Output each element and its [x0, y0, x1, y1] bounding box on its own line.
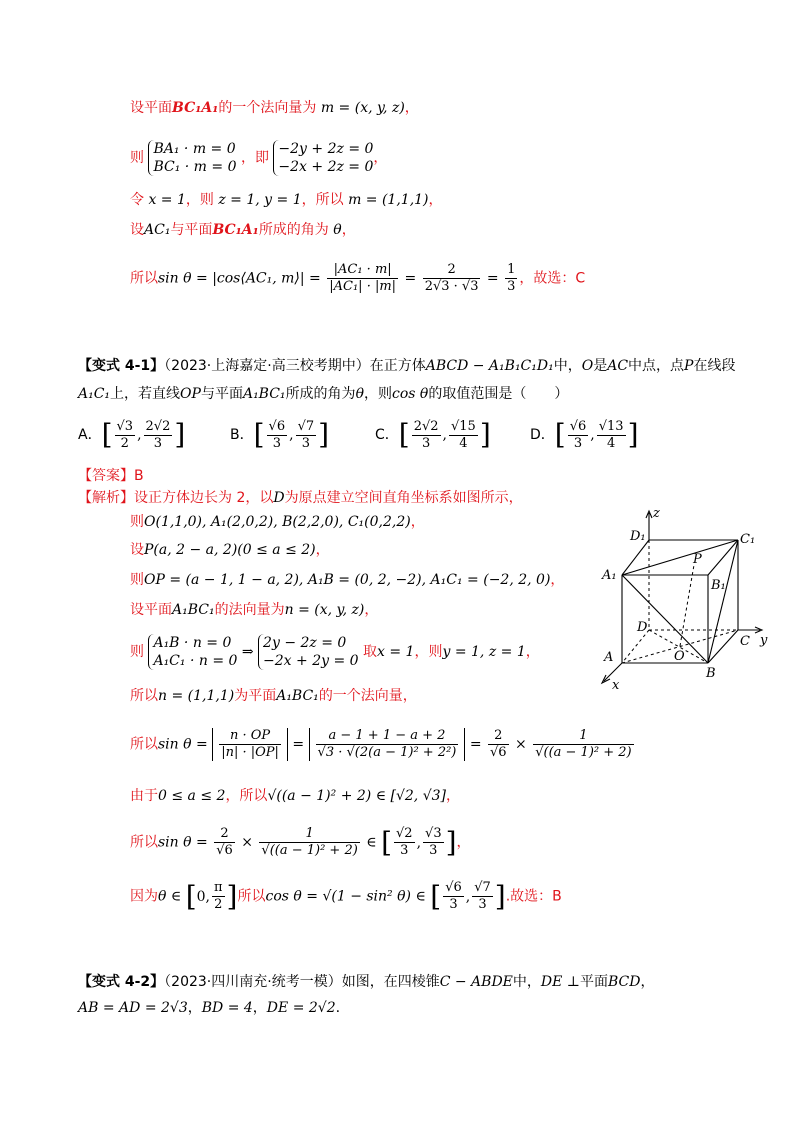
segment-a1b	[622, 575, 708, 663]
segment-a1c1	[622, 540, 738, 575]
analysis-line9: 由于0 ≤ a ≤ 2，所以√((a − 1)² + 2) ∈ [√2, √3]，	[130, 788, 460, 804]
s1-line2: 则 BA₁ · m = 0 BC₁ · m = 0 ，即 −2y + 2z = 0 −2x + 2z = 0 ，	[130, 141, 388, 175]
label-a: A	[604, 650, 614, 665]
label-a1: A₁	[602, 568, 617, 583]
label-b: B	[706, 666, 716, 681]
s1-line1: 设平面BC₁A₁的一个法向量为 m = (x, y, z)，	[130, 100, 419, 116]
label-p: P	[693, 552, 702, 567]
answer-line: 【答案】B	[78, 468, 144, 484]
v42-question-line2: AB = AD = 2√3，BD = 4，DE = 2√2.	[78, 1000, 341, 1016]
analysis-line5: 设平面A₁BC₁的法向量为n = (x, y, z)，	[130, 602, 379, 618]
edge-a1d1	[622, 540, 649, 575]
label-c1: C₁	[740, 532, 756, 547]
fraction: $\frac{2}{2√3 \cdot √3}$	[424, 262, 479, 294]
analysis-line1: 【解析】设正方体边长为 2，以D为原点建立空间直角坐标系如图所示，	[78, 490, 523, 506]
equation-system: BA₁ · m = 0 BC₁ · m = 0	[148, 140, 236, 176]
label-b1: B₁	[711, 578, 726, 593]
option-a[interactable]: A．[ $\frac{√3}{2}$ , $\frac{2√2}{3}$ ]	[78, 418, 186, 451]
s1-line5: 所以sin θ = |cos⟨AC₁, m⟩| = $\frac{\text{|AC₁ · m|}}{\text{|AC₁| · |m|}}$ = $\frac{2}{2√3 \cdot √3}$ = $\frac{1}{3}$ ，故选：C	[130, 262, 586, 294]
label-c: C	[740, 634, 750, 649]
fraction: $\frac{1}{3}$	[507, 262, 516, 294]
analysis-line3: 设P(a, 2 − a, 2)(0 ≤ a ≤ 2)，	[130, 542, 330, 558]
cube-figure	[590, 505, 780, 690]
analysis-line11: 因为θ ∈ [0, $\frac{\pi}{2}$ ]所以cos θ = √(1 − sin² θ) ∈ [ $\frac{√6}{3}$ , $\frac{√7}{3}$ ].故选：B	[130, 879, 562, 913]
fraction: $\frac{\text{|AC₁ · m|}}{\text{|AC₁| · |m|}}$	[329, 262, 397, 294]
s1-line4: 设AC₁与平面BC₁A₁所成的角为 θ，	[130, 222, 356, 238]
label-y: y	[760, 633, 768, 648]
label-x: x	[612, 678, 620, 690]
equation-system: A₁B · n = 0 A₁C₁ · n = 0	[148, 634, 237, 670]
label-d1: D₁	[630, 529, 646, 544]
analysis-line4: 则OP = (a − 1, 1 − a, 2), A₁B = (0, 2, −2), A₁C₁ = (−2, 2, 0)，	[130, 572, 565, 588]
equation-system: 2y − 2z = 0 −2x + 2y = 0	[258, 634, 359, 670]
option-d[interactable]: D．[ $\frac{√6}{3}$ , $\frac{√13}{4}$ ]	[530, 418, 639, 451]
analysis-line10: 所以sin θ = $\frac{2}{√6}$ × $\frac{1}{\text{√((a − 1)² + 2)}}$ ∈ [ $\frac{√2}{3}$ , $\frac{√3}{3}$ ]，	[130, 825, 471, 859]
segment-c1b	[708, 540, 738, 663]
v41-question-line1: 【变式 4-1】（2023·上海嘉定·高三校考期中）在正方体ABCD − A₁B₁C₁D₁中，O是AC中点，点P在线段	[78, 358, 736, 374]
equation-system: −2y + 2z = 0 −2x + 2z = 0	[273, 140, 373, 176]
label-d: D	[637, 620, 648, 635]
label-z: z	[653, 506, 660, 521]
analysis-line7: 所以n = (1,1,1)为平面A₁BC₁的一个法向量，	[130, 688, 417, 704]
segment-op-hidden	[680, 565, 694, 646]
analysis-line2: 则O(1,1,0), A₁(2,0,2), B(2,2,0), C₁(0,2,2)，	[130, 514, 425, 530]
v41-question-line2: A₁C₁上，若直线OP与平面A₁BC₁所成的角为θ，则cos θ的取值范围是（ ）	[78, 386, 569, 402]
option-c[interactable]: C．[ $\frac{2√2}{3}$ , $\frac{√15}{4}$ ]	[375, 418, 491, 451]
v42-question-line1: 【变式 4-2】（2023·四川南充·统考一模）如图，在四棱锥C − ABDE中，DE ⊥平面BCD，	[78, 974, 655, 990]
s1-line3: 令 x = 1，则 z = 1, y = 1，所以 m = (1,1,1)，	[130, 192, 443, 208]
analysis-line6: 则 A₁B · n = 0 A₁C₁ · n = 0 ⇒ 2y − 2z = 0 −2x + 2y = 0 取x = 1，则y = 1, z = 1，	[130, 635, 540, 669]
analysis-line8: 所以sin θ = $\frac{n \cdot OP}{|n| \cdot |OP|}$ = $\frac{a - 1 + 1 - a + 2}{\text{√3 · √(2(a − 1)² + 2²)}}$ = $\frac{2}{√6}$ × $\frac{1}{\text{√((a − 1)² + 2)}}$	[130, 728, 632, 760]
label-o: O	[674, 649, 685, 664]
option-b[interactable]: B．[ $\frac{√6}{3}$ , $\frac{√7}{3}$ ]	[230, 418, 330, 451]
